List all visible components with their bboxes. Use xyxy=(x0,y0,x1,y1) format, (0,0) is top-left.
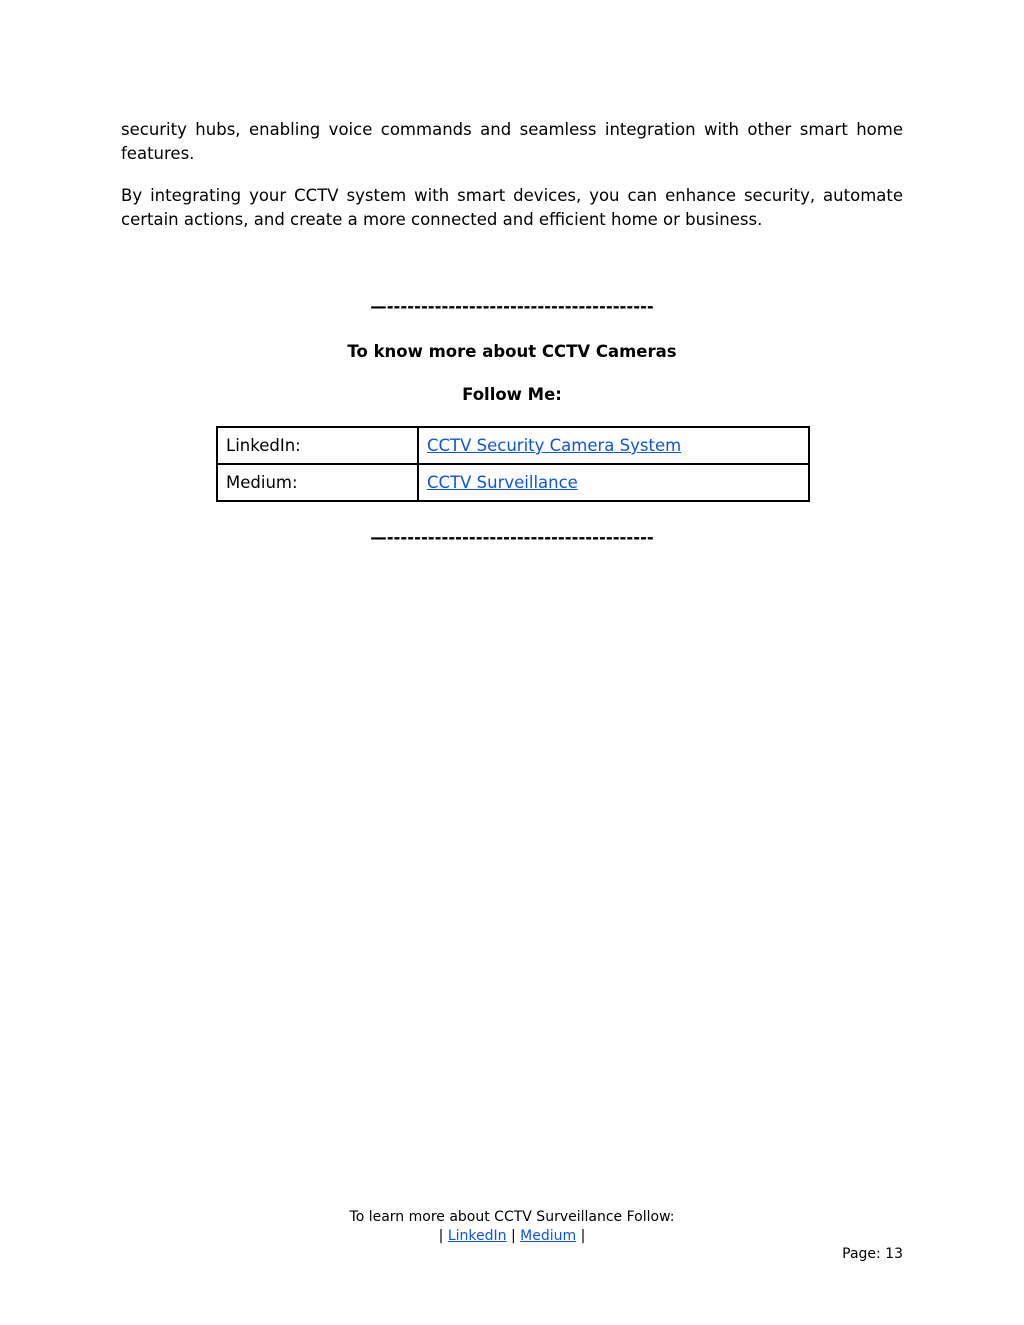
link-cell xyxy=(418,464,809,501)
follow-label: Follow Me: xyxy=(462,385,562,404)
footer-separator: | xyxy=(576,1228,586,1244)
platform-label-linkedin: LinkedIn: xyxy=(217,427,418,464)
paragraph-integration: By integrating your CCTV system with smart devices, you can enhance security, automate certain actions, and create a more connected and efficient home or business. xyxy=(121,186,903,229)
platform-label-medium: Medium: xyxy=(217,464,418,501)
link-cell xyxy=(418,427,809,464)
footer-text: To learn more about CCTV Surveillance Follow: xyxy=(349,1209,675,1225)
table-row xyxy=(217,464,809,501)
divider-bottom: —--------------------------------------- xyxy=(370,528,654,547)
cctv-surveillance-link[interactable]: CCTV Surveillance xyxy=(427,473,578,492)
paragraph-smart-hubs: security hubs, enabling voice commands and seamless integration with other smart home features. xyxy=(121,120,903,163)
divider-top: —--------------------------------------- xyxy=(370,297,654,316)
footer-linkedin-link[interactable]: LinkedIn xyxy=(447,1228,507,1244)
table-row xyxy=(217,427,809,464)
page-number: Page: 13 xyxy=(842,1246,903,1262)
footer-links xyxy=(0,1227,1024,1246)
footer-separator: | xyxy=(438,1228,448,1244)
cctv-security-camera-system-link[interactable]: CCTV Security Camera System xyxy=(427,436,682,455)
footer-medium-link[interactable]: Medium xyxy=(520,1228,577,1244)
social-links-table xyxy=(216,426,810,502)
section-heading: To know more about CCTV Cameras xyxy=(347,342,677,361)
footer-separator: | xyxy=(506,1228,521,1244)
body-text xyxy=(121,118,903,231)
